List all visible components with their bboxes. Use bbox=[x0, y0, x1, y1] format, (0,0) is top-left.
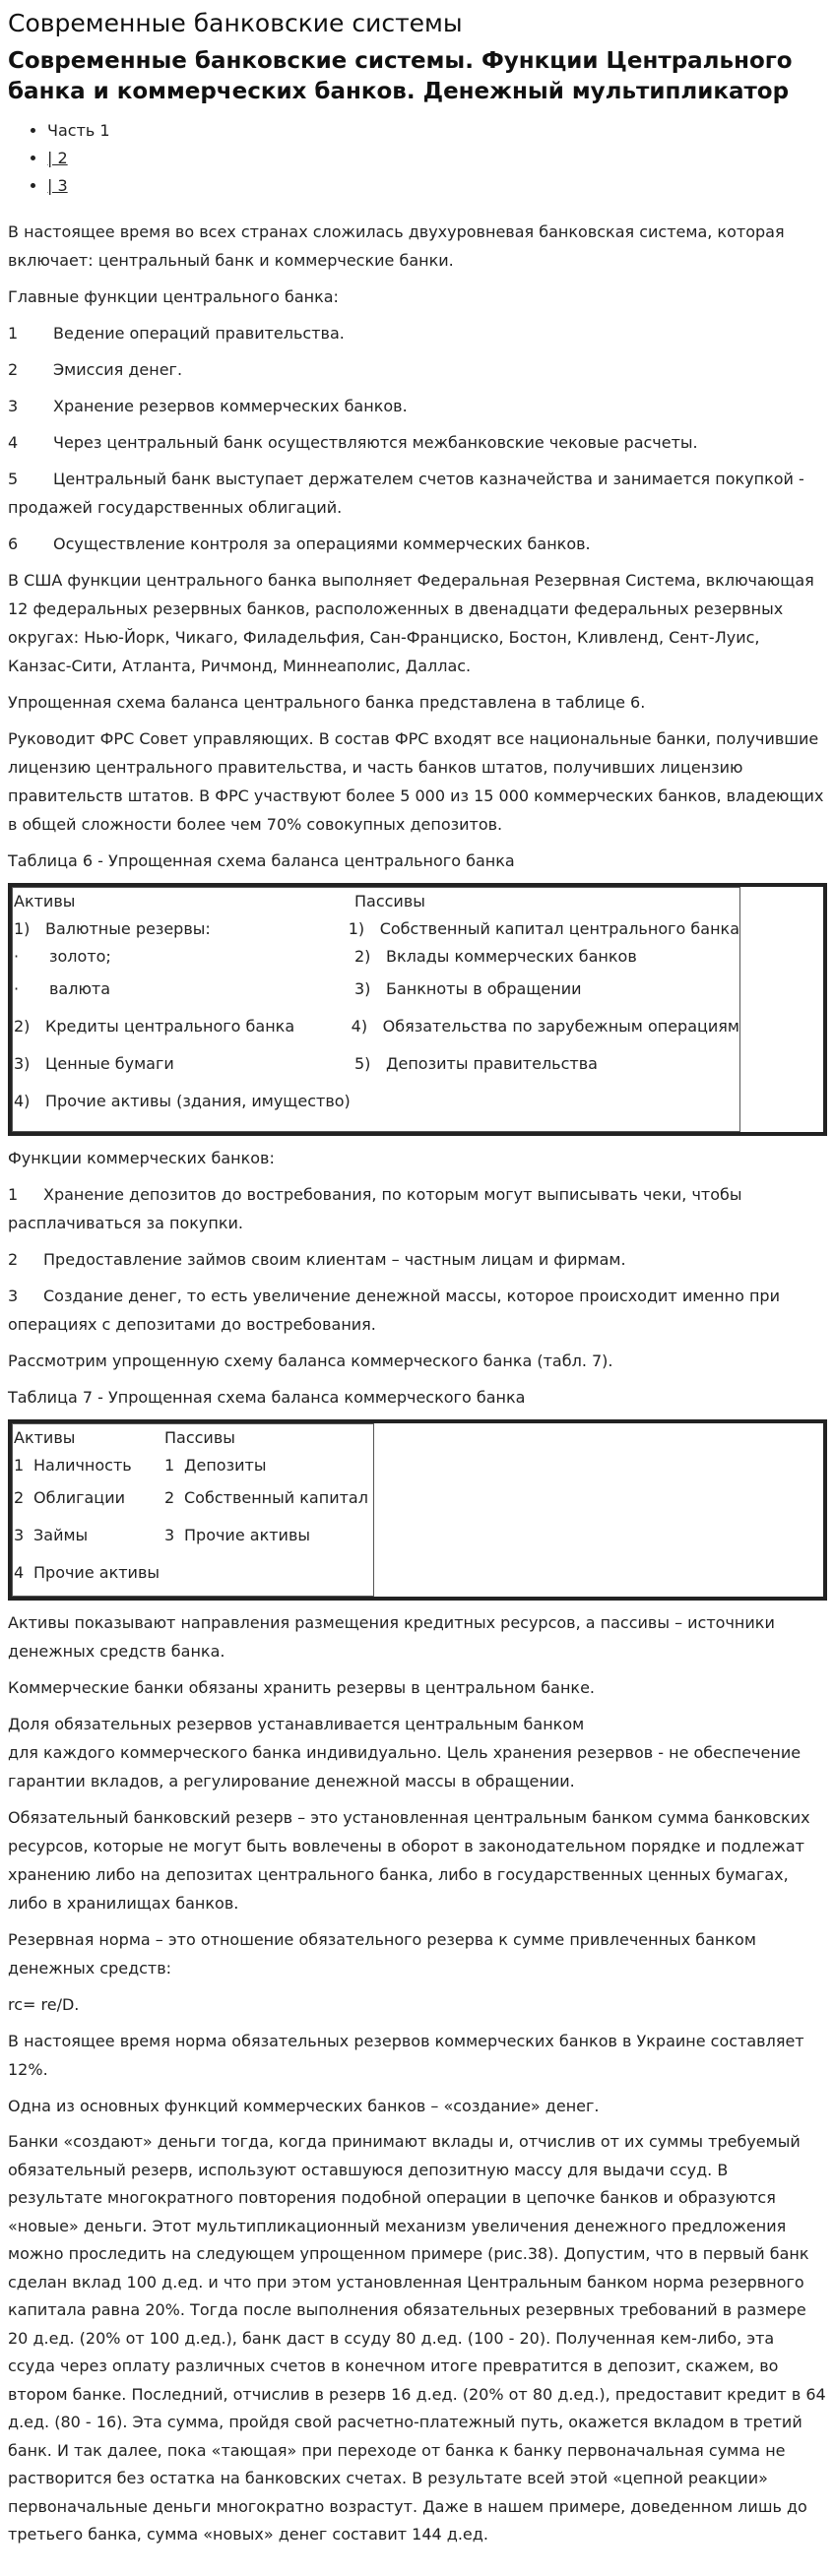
reserves-paragraph: Коммерческие банки обязаны хранить резервы в центральном банке. bbox=[8, 1678, 595, 1697]
kb-functions-heading: Функции коммерческих банков: bbox=[8, 1149, 275, 1167]
page bbox=[0, 9, 834, 2549]
item-number: 1 bbox=[8, 324, 19, 343]
item-number: 2 bbox=[8, 1250, 19, 1269]
asset-label: Кредиты центрального банка bbox=[45, 1017, 295, 1036]
asset-number: 2) bbox=[14, 1017, 31, 1036]
table-header-row bbox=[14, 888, 739, 915]
asset-label: валюта bbox=[49, 979, 111, 998]
asset-number: 3) bbox=[14, 1054, 31, 1073]
list-item bbox=[8, 392, 826, 420]
asset-label: Прочие активы bbox=[33, 1563, 160, 1582]
table-row bbox=[14, 915, 739, 943]
list-item bbox=[8, 1245, 826, 1274]
assets-header: Активы bbox=[14, 1428, 76, 1447]
pager-item-3[interactable] bbox=[47, 172, 826, 200]
asset-number: 4 bbox=[14, 1563, 25, 1582]
pager-link-2[interactable]: | 2 bbox=[47, 149, 68, 167]
asset-label: Займы bbox=[33, 1526, 89, 1544]
list-item bbox=[8, 1282, 826, 1339]
item-text: Хранение резервов коммерческих банков. bbox=[53, 397, 408, 415]
asset-number: 1 bbox=[14, 1456, 25, 1475]
liabilities-header: Пассивы bbox=[164, 1428, 235, 1447]
table-7 bbox=[8, 1419, 827, 1601]
list-item bbox=[8, 465, 826, 522]
cb-functions-list bbox=[8, 319, 826, 558]
asset-label: золото; bbox=[49, 947, 111, 966]
table6-intro: Упрощенная схема баланса центрального банка представлена в таблице 6. bbox=[8, 693, 646, 712]
liability-number: 2) bbox=[354, 947, 371, 966]
table-row bbox=[14, 1008, 739, 1045]
share-paragraph bbox=[8, 1710, 826, 1795]
item-text: Хранение депозитов до востребования, по которым могут выписывать чеки, чтобы расплачиваться за покупки. bbox=[8, 1185, 742, 1232]
reserve-norm-paragraph: Резервная норма – это отношение обязательного резерва к сумме привлеченных банком денежных средств: bbox=[8, 1930, 756, 1978]
liability-label: Обязательства по зарубежным операциям bbox=[382, 1017, 739, 1036]
table-row bbox=[14, 1554, 373, 1592]
pager-link-3[interactable]: | 3 bbox=[47, 176, 68, 195]
money-creation-paragraph: Одна из основных функций коммерческих банков – «создание» денег. bbox=[8, 2097, 600, 2115]
asset-label: Облигации bbox=[33, 1488, 125, 1507]
assets-paragraph: Активы показывают направления размещения кредитных ресурсов, а пассивы – источники денежных средств банка. bbox=[8, 1613, 775, 1661]
item-text: Создание денег, то есть увеличение денежной массы, которое происходит именно при операциях с депозитами до востребования. bbox=[8, 1287, 780, 1334]
liability-number: 1 bbox=[164, 1456, 175, 1475]
table-row bbox=[14, 1479, 373, 1517]
table6-caption: Таблица 6 - Упрощенная схема баланса центрального банка bbox=[8, 851, 515, 870]
item-text: Предоставление займов своим клиентам – частным лицам и фирмам. bbox=[43, 1250, 626, 1269]
list-item bbox=[8, 319, 826, 347]
bullet: · bbox=[14, 979, 20, 998]
table-row bbox=[14, 1083, 739, 1120]
asset-number: 3 bbox=[14, 1526, 25, 1544]
liability-label: Вклады коммерческих банков bbox=[386, 947, 637, 966]
bullet: · bbox=[14, 947, 20, 966]
usa-paragraph: В США функции центрального банка выполняет Федеральная Резервная Система, включающая 12 федеральных резервных банков, расположенных в двенадцати федеральных резервных округах: Нью-Йорк, Чикаго, Филадельфия, Сан-Франциско, Бостон, Кливленд, Сент-Луис, Канзас-Сити, Атланта, Ричмонд, Миннеаполис, Даллас. bbox=[8, 571, 814, 675]
list-item bbox=[8, 1180, 826, 1237]
item-text: Эмиссия денег. bbox=[53, 360, 183, 379]
table-header-row bbox=[14, 1424, 373, 1452]
item-number: 4 bbox=[8, 433, 19, 452]
pager-current: Часть 1 bbox=[47, 121, 110, 140]
asset-label: Наличность bbox=[33, 1456, 132, 1475]
item-text: Осуществление контроля за операциями коммерческих банков. bbox=[53, 534, 591, 553]
asset-label: Прочие активы (здания, имущество) bbox=[45, 1092, 351, 1110]
asset-label: Ценные бумаги bbox=[45, 1054, 174, 1073]
asset-number: 2 bbox=[14, 1488, 25, 1507]
item-number: 1 bbox=[8, 1185, 19, 1204]
item-number: 5 bbox=[8, 470, 19, 488]
list-item bbox=[8, 355, 826, 384]
item-text: Ведение операций правительства. bbox=[53, 324, 345, 343]
frs-paragraph: Руководит ФРС Совет управляющих. В состав ФРС входят все национальные банки, получившие лицензию центрального правительства, и часть банков штатов, получивших лицензию правительств штатов. В ФРС участвуют более 5 000 из 15 000 коммерческих банков, владеющих в общей сложности более чем 70% совокупных депозитов. bbox=[8, 729, 824, 834]
pager bbox=[8, 117, 826, 200]
item-number: 6 bbox=[8, 534, 19, 553]
liability-label: Собственный капитал центрального банка bbox=[379, 919, 739, 938]
table-row bbox=[14, 971, 739, 1008]
liability-label: Депозиты bbox=[184, 1456, 267, 1475]
ukraine-paragraph: В настоящее время норма обязательных резервов коммерческих банков в Украине составляет 12%. bbox=[8, 2032, 804, 2079]
item-text: Через центральный банк осуществляются межбанковские чековые расчеты. bbox=[53, 433, 698, 452]
table-6 bbox=[8, 883, 827, 1136]
liability-number: 3 bbox=[164, 1526, 175, 1544]
liability-number: 4) bbox=[351, 1017, 368, 1036]
table-7-body bbox=[12, 1423, 374, 1597]
liability-label: Собственный капитал bbox=[184, 1488, 368, 1507]
multiplier-paragraph: Банки «создают» деньги тогда, когда принимают вклады и, отчислив от их суммы требуемый обязательный резерв, используют оставшуюся депозитную массу для выдачи ссуд. В результате многократного повторения подобной операции в цепочке банков и образуются «новые» деньги. Этот мультипликационный механизм увеличения денежного предложения можно проследить на следующем упрощенном примере (рис.38). Допустим, что в первый банк сделан вклад 100 д.ед. и что при этом установленная Центральным банком норма резервного капитала равна 20%. Тогда после выполнения обязательных резервных требований в размере 20 д.ед. (20% от 100 д.ед.), банк даст в ссуду 80 д.ед. (100 - 20). Полученная кем-либо, эта ссуда через оплату различных счетов в конечном итоге превратится в депозит, скажем, во втором банке. Последний, отчислив в резерв 16 д.ед. (20% от 80 д.ед.), предоставит кредит в 64 д.ед. (80 - 16). Эта сумма, пройдя свой расчетно-платежный путь, окажется вкладом в третий банк. И так далее, пока «тающая» при переходе от банка к банку первоначальная сумма не растворится без остатка на банковских счетах. В результате всей этой «цепной реакции» первоначальные деньги многократно возрастут. Даже в нашем примере, доведенном лишь до третьего банка, сумма «новых» денег составит 144 д.ед. bbox=[8, 2132, 826, 2544]
liability-number: 5) bbox=[354, 1054, 371, 1073]
table-row bbox=[14, 1517, 373, 1554]
mandatory-reserve-paragraph: Обязательный банковский резерв – это установленная центральным банком сумма банковских ресурсов, которые не могут быть вовлечены в оборот в законодательном порядке и подлежат хранению либо на депозитах центрального банка, либо в государственных ценных бумагах, либо в хранилищах банков. bbox=[8, 1808, 810, 1913]
table-6-body bbox=[12, 887, 740, 1132]
item-number: 3 bbox=[8, 397, 19, 415]
liability-number: 3) bbox=[354, 979, 371, 998]
kb-functions-list bbox=[8, 1180, 826, 1339]
table7-caption: Таблица 7 - Упрощенная схема баланса коммерческого банка bbox=[8, 1388, 526, 1407]
pager-item-1 bbox=[47, 117, 826, 145]
liability-label: Депозиты правительства bbox=[386, 1054, 598, 1073]
assets-header: Активы bbox=[14, 892, 76, 911]
list-item bbox=[8, 530, 826, 558]
asset-number: 1) bbox=[14, 919, 31, 938]
asset-label: Валютные резервы: bbox=[45, 919, 211, 938]
liability-number: 1) bbox=[348, 919, 365, 938]
article-title: Современные банковские системы. Функции Центрального банка и коммерческих банков. Денежный мультипликатор bbox=[8, 48, 793, 104]
table-row bbox=[14, 1045, 739, 1083]
formula: rc= re/D. bbox=[8, 1995, 80, 2014]
share-line-2: для каждого коммерческого банка индивидуально. Цель хранения резервов - не обеспечение гарантии вкладов, а регулирование денежной массы в обращении. bbox=[8, 1743, 802, 1791]
share-line-1: Доля обязательных резервов устанавливается центральным банком bbox=[8, 1715, 585, 1733]
cb-functions-heading: Главные функции центрального банка: bbox=[8, 287, 339, 306]
liabilities-header: Пассивы bbox=[354, 892, 425, 911]
table7-intro: Рассмотрим упрощенную схему баланса коммерческого банка (табл. 7). bbox=[8, 1351, 613, 1370]
intro-paragraph: В настоящее время во всех странах сложилась двухуровневая банковская система, которая включает: центральный банк и коммерческие банки. bbox=[8, 222, 785, 270]
site-title: Современные банковские системы bbox=[8, 9, 463, 37]
list-item bbox=[8, 428, 826, 457]
liability-label: Банкноты в обращении bbox=[386, 979, 582, 998]
item-text: Центральный банк выступает держателем счетов казначейства и занимается покупкой - продажей государственных облигаций. bbox=[8, 470, 804, 517]
liability-number: 2 bbox=[164, 1488, 175, 1507]
item-number: 2 bbox=[8, 360, 19, 379]
item-number: 3 bbox=[8, 1287, 19, 1305]
asset-number: 4) bbox=[14, 1092, 31, 1110]
liability-label: Прочие активы bbox=[184, 1526, 311, 1544]
table-row bbox=[14, 943, 739, 971]
table-row bbox=[14, 1452, 373, 1479]
pager-item-2[interactable] bbox=[47, 145, 826, 172]
